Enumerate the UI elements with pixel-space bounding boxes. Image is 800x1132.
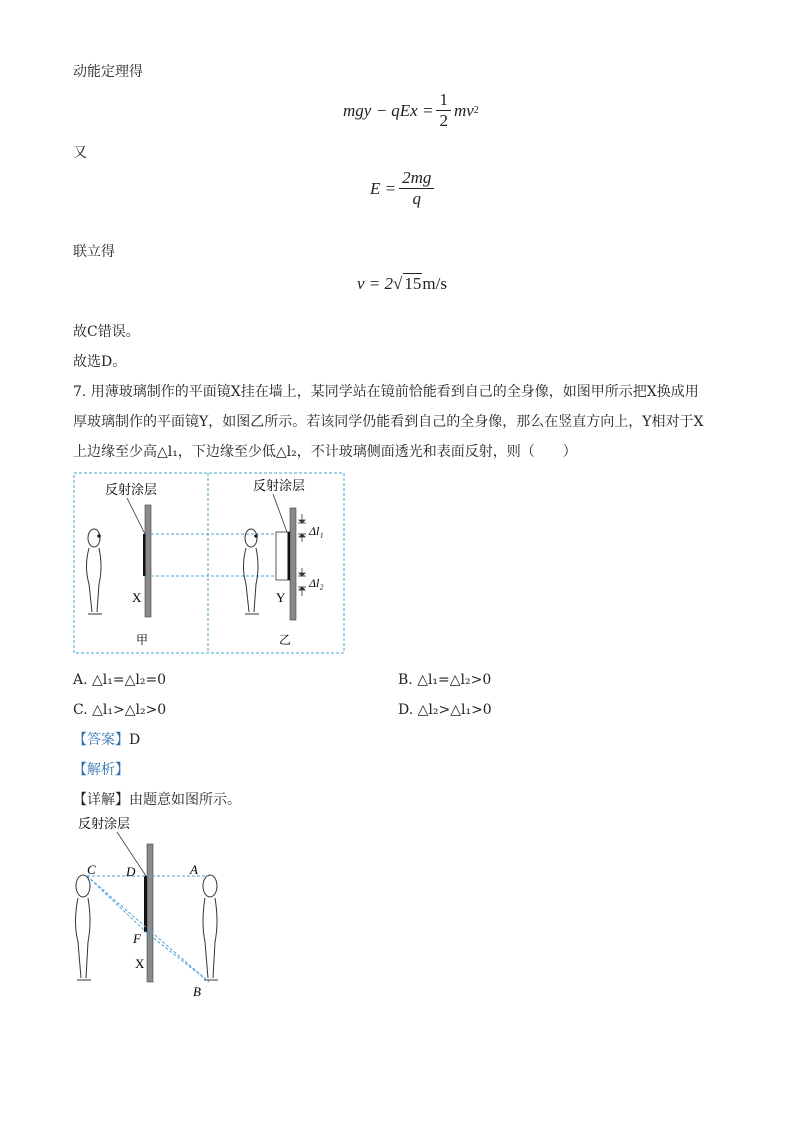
person-image — [76, 875, 92, 980]
label-pointer — [273, 494, 287, 532]
coating-label-right: 反射涂层 — [253, 479, 306, 494]
equation-kinetic-energy — [343, 90, 479, 131]
eye-dot — [97, 534, 101, 538]
option-c: C. △l₁>△l₂>0 — [73, 702, 167, 718]
question-line-2: 厚玻璃制作的平面镜Y，如图乙所示。若该同学仍能看到自己的全身像，那么在竖直方向上，Y相对于X — [73, 414, 704, 430]
figure-mirror-setup — [73, 472, 345, 654]
person-right — [244, 529, 260, 614]
coating-label-left: 反射涂层 — [105, 483, 158, 498]
eq3-left: v = 2 — [357, 273, 394, 293]
text-line: 又 — [73, 145, 87, 161]
text-line: 动能定理得 — [73, 64, 143, 80]
answer-value: D — [129, 732, 141, 748]
point-c: C — [87, 862, 96, 877]
equation-field — [370, 168, 437, 209]
point-d: D — [126, 864, 136, 879]
equation-velocity: v = 2 √ 15 m/s — [357, 273, 447, 293]
mirror-x — [147, 844, 153, 982]
person-left — [87, 529, 103, 614]
coating-y — [288, 532, 291, 580]
eq2-left: E = — [370, 178, 397, 198]
question-line-1: 7. 用薄玻璃制作的平面镜X挂在墙上，某同学站在镜前恰能看到自己的全身像，如图甲所示把X换成用 — [73, 384, 699, 400]
analysis-tag: 【解析】 — [73, 762, 129, 778]
detail-text: 由题意如图所示。 — [129, 792, 241, 808]
mirror-x-label: X — [132, 590, 142, 605]
eq3-radicand: 15 — [404, 274, 422, 293]
eq3-unit: m/s — [422, 273, 447, 293]
delta-l1-label: Δl₁ — [309, 524, 324, 538]
text-line: 故选D。 — [73, 354, 127, 370]
option-b: B. △l₁=△l₂>0 — [398, 672, 492, 688]
person — [203, 875, 218, 980]
eq1-denominator: 2 — [439, 111, 448, 130]
figure-ray-diagram — [73, 812, 243, 1002]
eq1-numerator: 1 — [436, 90, 451, 111]
answer-line — [73, 730, 140, 750]
option-d: D. △l₂>△l₁>0 — [398, 702, 492, 718]
answer-tag: 【答案】 — [73, 732, 129, 748]
question-line-3: 上边缘至少高△l₁，下边缘至少低△l₂，不计玻璃侧面透光和表面反射，则（ ） — [73, 444, 577, 460]
eq2-denominator: q — [412, 189, 421, 208]
point-f: F — [133, 931, 141, 946]
caption-left: 甲 — [136, 633, 149, 647]
delta-markers — [298, 514, 306, 596]
eq1-right: mv — [453, 100, 474, 120]
detail-tag: 【详解】 — [73, 792, 129, 808]
coating-x — [143, 534, 146, 576]
coating-label: 反射涂层 — [78, 817, 131, 832]
delta-l2-label: Δl₂ — [309, 576, 324, 590]
coating — [144, 876, 147, 932]
detail-line — [73, 790, 241, 810]
mirror-x — [145, 505, 151, 617]
mirror-y-label: Y — [276, 590, 286, 605]
figure-frame — [74, 473, 344, 653]
mirror-y — [290, 508, 296, 620]
eq2-numerator: 2mg — [399, 168, 434, 189]
eye-dot — [254, 534, 258, 538]
point-a: A — [190, 862, 198, 877]
option-a: A. △l₁=△l₂=0 — [73, 672, 167, 688]
caption-right: 乙 — [279, 633, 292, 647]
point-b: B — [193, 984, 201, 999]
eq1-exponent: 2 — [473, 105, 479, 116]
label-pointer — [127, 498, 145, 534]
text-line: 联立得 — [73, 244, 115, 260]
text-line: 故C错误。 — [73, 324, 140, 340]
mirror-label: X — [135, 956, 145, 971]
eq1-left: mgy − qEx = — [343, 100, 434, 120]
